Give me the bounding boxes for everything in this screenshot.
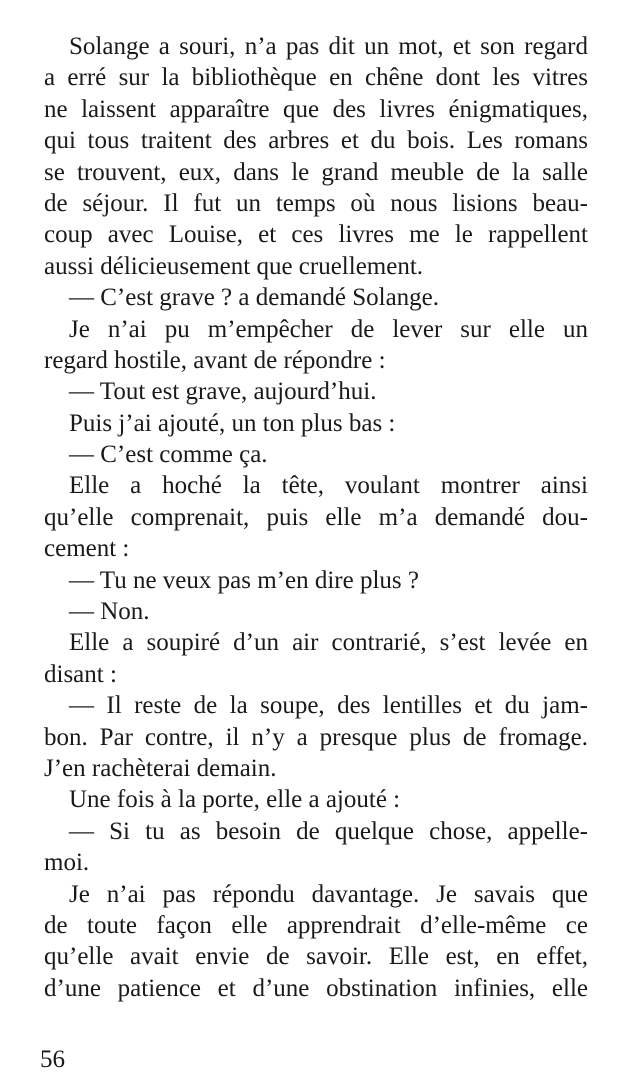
text-line: coup avec Louise, et ces livres me le rappellent <box>44 221 588 249</box>
text-line: se trouvent, eux, dans le grand meuble de la salle <box>44 158 588 186</box>
text-line: Elle a soupiré d’un air contrarié, s’est levée en <box>69 629 588 657</box>
text-line: Elle a hoché la tête, voulant montrer ainsi <box>69 472 588 500</box>
text-line: d’une patience et d’une obstination infinies, elle <box>44 974 588 1002</box>
text-line: qui tous traitent des arbres et du bois. Les romans <box>44 127 588 155</box>
text-line: Je n’ai pu m’empêcher de lever sur elle un <box>69 315 588 343</box>
text-line: bon. Par contre, il n’y a presque plus de fromage. <box>44 723 588 751</box>
dialogue-line: — C’est comme ça. <box>69 441 268 469</box>
text-line: de toute façon elle apprendrait d’elle-même ce <box>44 911 588 939</box>
text-line: Puis j’ai ajouté, un ton plus bas : <box>69 409 396 437</box>
text-line: Solange a souri, n’a pas dit un mot, et son regard <box>69 33 588 60</box>
page-number: 56 <box>40 1046 65 1073</box>
text-line: aussi délicieusement que cruellement. <box>44 252 424 280</box>
text-line: disant : <box>44 660 117 688</box>
dialogue-line: — Tu ne veux pas m’en dire plus ? <box>69 566 419 594</box>
text-line: J’en rachèterai demain. <box>44 754 277 782</box>
text-line: ne laissent apparaître que des livres énigmatiques, <box>44 95 588 123</box>
dialogue-line: — Non. <box>69 598 150 626</box>
text-line: cement : <box>44 535 130 563</box>
text-line: qu’elle avait envie de savoir. Elle est, en effet, <box>44 943 588 971</box>
dialogue-line: — Si tu as besoin de quelque chose, appelle- <box>69 817 588 845</box>
text-line: qu’elle comprenait, puis elle m’a demandé dou- <box>44 503 588 531</box>
text-line: Je n’ai pas répondu davantage. Je savais que <box>69 880 588 908</box>
text-line: moi. <box>44 849 90 877</box>
text-line: regard hostile, avant de répondre : <box>44 346 386 374</box>
body-text <box>44 31 588 1004</box>
text-line: a erré sur la bibliothèque en chêne dont les vitres <box>44 64 588 92</box>
dialogue-line: — Il reste de la soupe, des lentilles et du jam- <box>69 692 588 720</box>
text-line: de séjour. Il fut un temps où nous lisions beau- <box>44 189 588 217</box>
dialogue-line: — Tout est grave, aujourd’hui. <box>69 378 377 406</box>
dialogue-line: — C’est grave ? a demandé Solange. <box>69 284 440 312</box>
text-line: Une fois à la porte, elle a ajouté : <box>69 786 401 814</box>
